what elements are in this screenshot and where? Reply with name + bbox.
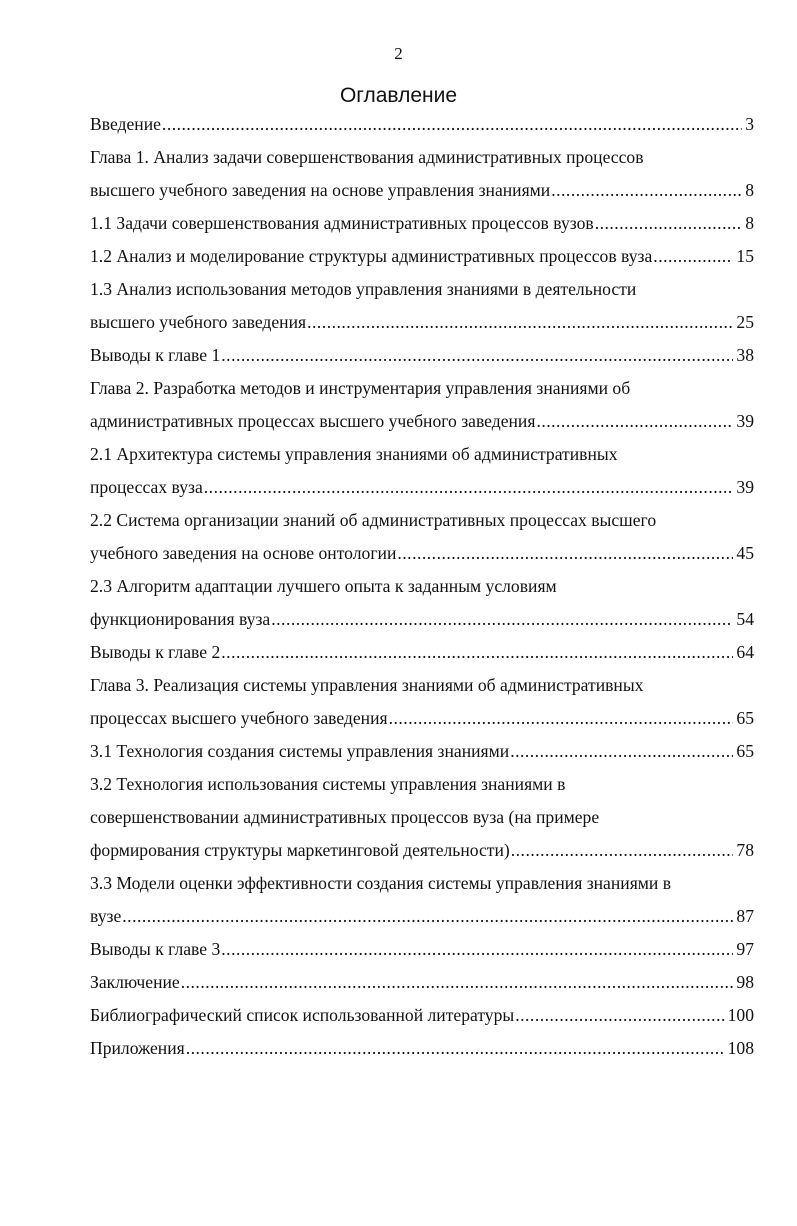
dot-leader bbox=[181, 966, 734, 999]
toc-entry-text: 3.3 Модели оценки эффективности создания системы управления знаниями в bbox=[90, 873, 672, 893]
toc-entry-line bbox=[90, 372, 754, 405]
toc-entry-text: Глава 3. Реализация системы управления знаниями об административных bbox=[90, 675, 644, 695]
dot-leader bbox=[186, 1032, 725, 1065]
toc-entry-line-with-page bbox=[90, 966, 754, 999]
toc-entry-line bbox=[90, 570, 754, 603]
toc-entry-line bbox=[90, 141, 754, 174]
toc-entry[interactable] bbox=[90, 108, 754, 141]
toc-entry-text: Заключение bbox=[90, 972, 180, 992]
toc-entry[interactable] bbox=[90, 768, 754, 867]
toc-entry-line-with-page bbox=[90, 339, 754, 372]
toc-entry-text: 1.1 Задачи совершенствования административных процессов вузов bbox=[90, 213, 594, 233]
dot-leader bbox=[162, 108, 742, 141]
toc-entry-line-with-page bbox=[90, 471, 754, 504]
toc-entry-line-with-page bbox=[90, 900, 754, 933]
toc-entry-line-with-page bbox=[90, 537, 754, 570]
toc-page-number: 25 bbox=[736, 312, 754, 332]
toc-entry[interactable] bbox=[90, 636, 754, 669]
toc-entry-line bbox=[90, 273, 754, 306]
toc-entry-line bbox=[90, 867, 754, 900]
toc-entry-text: Выводы к главе 3 bbox=[90, 939, 221, 959]
toc-entry-line bbox=[90, 504, 754, 537]
toc-entry-text: Выводы к главе 2 bbox=[90, 642, 221, 662]
toc-entry[interactable] bbox=[90, 240, 754, 273]
toc-entry[interactable] bbox=[90, 966, 754, 999]
toc-page-number: 39 bbox=[736, 411, 754, 431]
toc-page-number: 3 bbox=[745, 114, 754, 134]
toc-entry-line-with-page bbox=[90, 108, 754, 141]
toc-entry-line-with-page bbox=[90, 207, 754, 240]
toc-entry-line-with-page bbox=[90, 834, 754, 867]
toc-entry-text: вузе bbox=[90, 906, 122, 926]
toc-entry-line-with-page bbox=[90, 174, 754, 207]
toc-entry-text: 2.2 Система организации знаний об административных процессах высшего bbox=[90, 510, 657, 530]
toc-entry[interactable] bbox=[90, 933, 754, 966]
toc-page-number: 108 bbox=[727, 1038, 754, 1058]
dot-leader bbox=[511, 834, 734, 867]
toc-page-number: 98 bbox=[736, 972, 754, 992]
toc-entry-line bbox=[90, 669, 754, 702]
toc-entry-text: Библиографический список использованной литературы bbox=[90, 1005, 515, 1025]
toc-entry-text: процессах вуза bbox=[90, 477, 203, 497]
toc-entry-text: процессах высшего учебного заведения bbox=[90, 708, 388, 728]
toc-entry-line-with-page bbox=[90, 240, 754, 273]
toc-entry-line-with-page bbox=[90, 702, 754, 735]
toc-page-number: 78 bbox=[736, 840, 754, 860]
toc-entry[interactable] bbox=[90, 141, 754, 207]
dot-leader bbox=[221, 339, 733, 372]
toc-page-number: 87 bbox=[736, 906, 754, 926]
dot-leader bbox=[204, 471, 734, 504]
dot-leader bbox=[221, 636, 733, 669]
dot-leader bbox=[595, 207, 743, 240]
toc-entry[interactable] bbox=[90, 207, 754, 240]
toc-page-number: 8 bbox=[745, 180, 754, 200]
dot-leader bbox=[122, 900, 733, 933]
toc-entry-text: Глава 1. Анализ задачи совершенствования административных процессов bbox=[90, 147, 644, 167]
toc-entry-text: высшего учебного заведения bbox=[90, 312, 307, 332]
toc-entry[interactable] bbox=[90, 999, 754, 1032]
toc-entry[interactable] bbox=[90, 339, 754, 372]
toc-entry[interactable] bbox=[90, 438, 754, 504]
toc-entry-line-with-page bbox=[90, 999, 754, 1032]
toc-entry[interactable] bbox=[90, 504, 754, 570]
dot-leader bbox=[397, 537, 733, 570]
toc-page-number: 45 bbox=[736, 543, 754, 563]
dot-leader bbox=[536, 405, 733, 438]
toc-page-number: 38 bbox=[736, 345, 754, 365]
toc-entry[interactable] bbox=[90, 669, 754, 735]
toc-entry-text: 3.1 Технология создания системы управления знаниями bbox=[90, 741, 510, 761]
dot-leader bbox=[221, 933, 733, 966]
page-number: 2 bbox=[394, 44, 403, 63]
dot-leader bbox=[515, 999, 724, 1032]
toc-entry-text: функционирования вуза bbox=[90, 609, 271, 629]
toc-entry-line-with-page bbox=[90, 735, 754, 768]
toc-page-number: 100 bbox=[727, 1005, 754, 1025]
toc-entry[interactable] bbox=[90, 1032, 754, 1065]
toc-title: Оглавление bbox=[339, 84, 458, 107]
toc-page-number: 8 bbox=[745, 213, 754, 233]
toc-entry-text: формирования структуры маркетинговой деятельности) bbox=[90, 840, 510, 860]
toc-entry-text: Введение bbox=[90, 114, 161, 134]
toc-entry[interactable] bbox=[90, 372, 754, 438]
toc-entry[interactable] bbox=[90, 735, 754, 768]
dot-leader bbox=[307, 306, 733, 339]
toc-entry-line-with-page bbox=[90, 1032, 754, 1065]
toc-entry-text: 2.3 Алгоритм адаптации лучшего опыта к заданным условиям bbox=[90, 576, 557, 596]
toc-entry-text: совершенствовании административных процессов вуза (на примере bbox=[90, 807, 600, 827]
toc-entry-text: 2.1 Архитектура системы управления знаниями об административных bbox=[90, 444, 618, 464]
table-of-contents bbox=[90, 108, 754, 1065]
toc-entry[interactable] bbox=[90, 273, 754, 339]
toc-entry-line-with-page bbox=[90, 306, 754, 339]
toc-entry-text: высшего учебного заведения на основе управления знаниями bbox=[90, 180, 551, 200]
toc-entry-line-with-page bbox=[90, 603, 754, 636]
toc-page-number: 39 bbox=[736, 477, 754, 497]
toc-entry[interactable] bbox=[90, 867, 754, 933]
toc-entry-text: Приложения bbox=[90, 1038, 185, 1058]
toc-entry-line-with-page bbox=[90, 636, 754, 669]
toc-entry-line bbox=[90, 438, 754, 471]
dot-leader bbox=[653, 240, 733, 273]
toc-entry-line bbox=[90, 768, 754, 801]
toc-entry-text: 3.2 Технология использования системы управления знаниями в bbox=[90, 774, 566, 794]
dot-leader bbox=[389, 702, 734, 735]
toc-entry-text: 1.3 Анализ использования методов управления знаниями в деятельности bbox=[90, 279, 637, 299]
toc-entry-text: Выводы к главе 1 bbox=[90, 345, 221, 365]
toc-page-number: 65 bbox=[736, 741, 754, 761]
toc-entry-line bbox=[90, 801, 754, 834]
toc-entry[interactable] bbox=[90, 570, 754, 636]
toc-entry-text: учебного заведения на основе онтологии bbox=[90, 543, 397, 563]
toc-entry-text: Глава 2. Разработка методов и инструментария управления знаниями об bbox=[90, 378, 631, 398]
toc-entry-text: 1.2 Анализ и моделирование структуры административных процессов вуза bbox=[90, 246, 653, 266]
dot-leader bbox=[271, 603, 733, 636]
toc-entry-line-with-page bbox=[90, 405, 754, 438]
toc-page-number: 15 bbox=[736, 246, 754, 266]
toc-entry-text: административных процессах высшего учебного заведения bbox=[90, 411, 536, 431]
toc-page-number: 64 bbox=[736, 642, 754, 662]
dot-leader bbox=[551, 174, 742, 207]
toc-page-number: 65 bbox=[736, 708, 754, 728]
toc-page-number: 97 bbox=[736, 939, 754, 959]
toc-page-number: 54 bbox=[736, 609, 754, 629]
toc-entry-line-with-page bbox=[90, 933, 754, 966]
dot-leader bbox=[510, 735, 733, 768]
